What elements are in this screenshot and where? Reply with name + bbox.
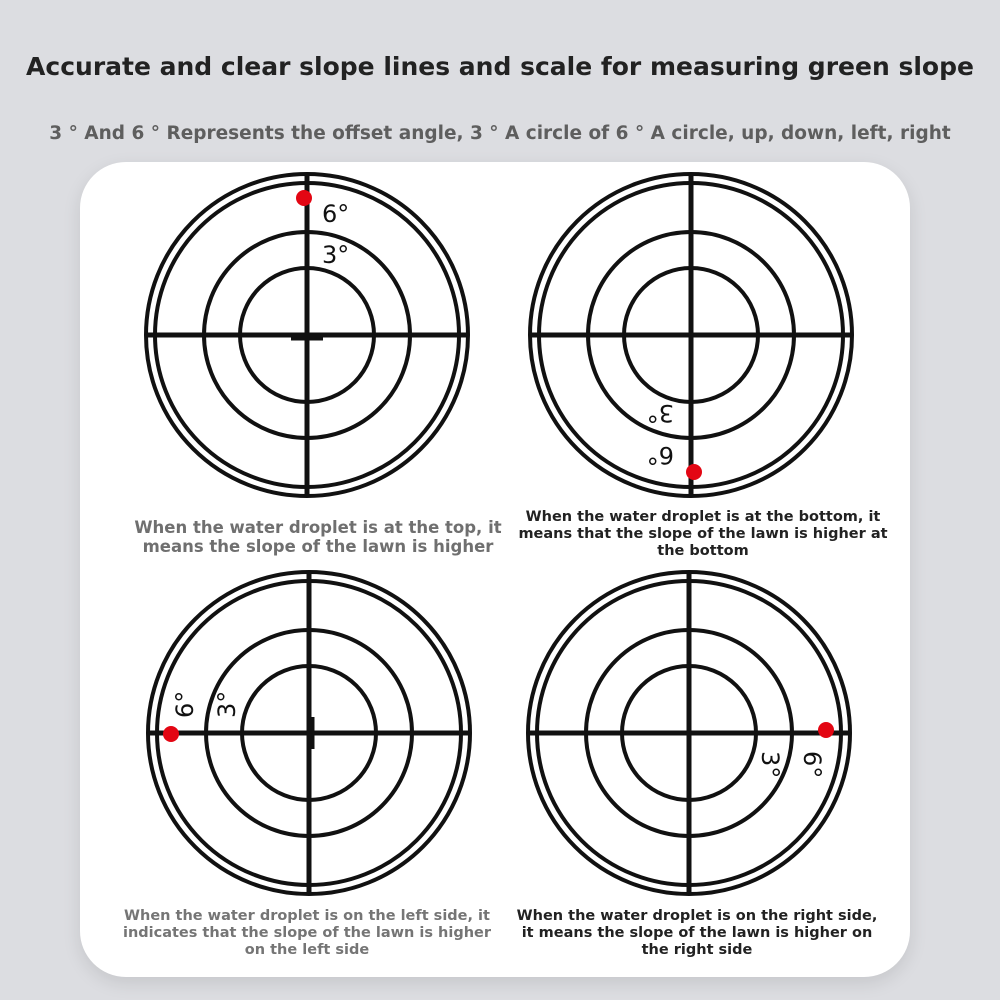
label-6-degree: 6° xyxy=(322,200,350,228)
level-diagram-left xyxy=(144,568,484,908)
label-3-degree: 3° xyxy=(322,241,350,269)
level-diagram-right xyxy=(523,568,863,908)
water-droplet xyxy=(686,464,702,480)
label-3-degree: 3° xyxy=(756,751,784,779)
caption-top: When the water droplet is at the top, it means the slope of the lawn is higher xyxy=(134,518,502,556)
label-6-degree: 6° xyxy=(171,690,199,718)
caption-right: When the water droplet is on the right side, it means the slope of the lawn is higher on the right side xyxy=(516,908,878,958)
level-diagram-bottom xyxy=(524,170,864,510)
page-title: Accurate and clear slope lines and scale for measuring green slope xyxy=(26,52,974,81)
page-subtitle: 3 ° And 6 ° Represents the offset angle, 3 ° A circle of 6 ° A circle, up, down, left, right xyxy=(49,123,951,144)
label-3-degree: 3° xyxy=(213,690,241,718)
water-droplet xyxy=(163,726,179,742)
caption-bottom: When the water droplet is at the bottom, it means that the slope of the lawn is higher at the bottom xyxy=(518,509,888,559)
water-droplet xyxy=(296,190,312,206)
level-diagram-top xyxy=(140,170,480,510)
water-droplet xyxy=(818,722,834,738)
label-6-degree: 6° xyxy=(798,751,826,779)
label-6-degree: 6° xyxy=(646,441,674,469)
label-3-degree: 3° xyxy=(646,399,674,427)
caption-left: When the water droplet is on the left side, it indicates that the slope of the lawn is higher on the left side xyxy=(122,908,492,958)
